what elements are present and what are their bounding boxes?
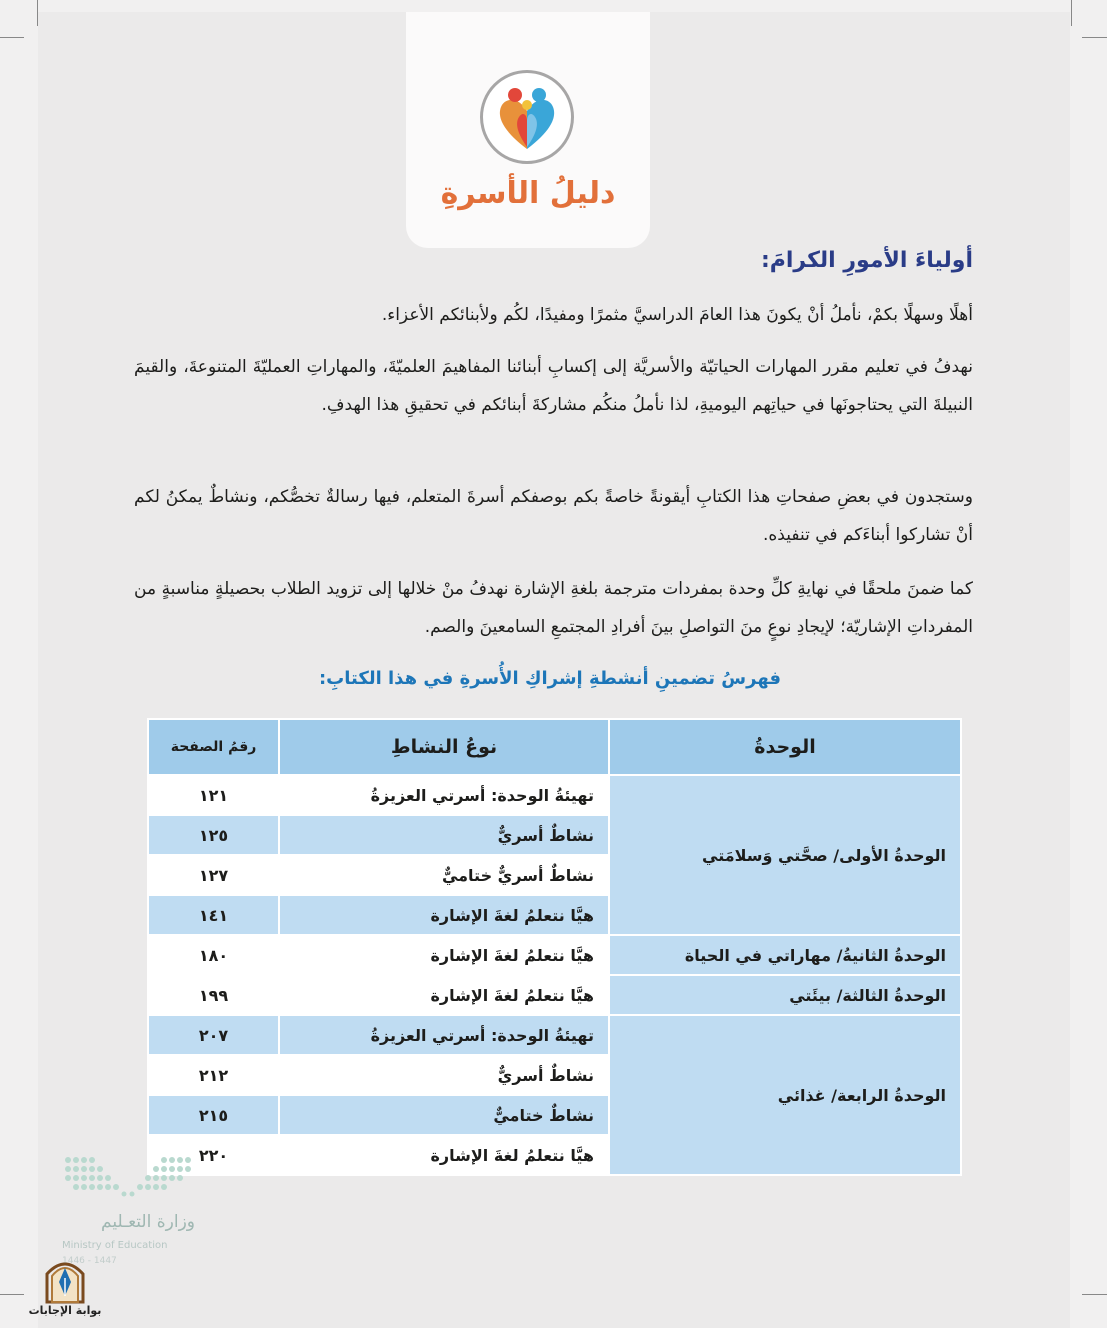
family-hearts-icon bbox=[480, 70, 574, 164]
activities-index-table bbox=[147, 718, 962, 1176]
activity-cell: هيَّا نتعلمُ لغةَ الإشارة bbox=[279, 935, 609, 975]
activity-cell: هيَّا نتعلمُ لغةَ الإشارة bbox=[279, 895, 609, 935]
table-row bbox=[148, 935, 961, 975]
table-row bbox=[148, 1015, 961, 1055]
activity-cell: نشاطٌ أسريٌّ bbox=[279, 1055, 609, 1095]
page-cell: ١٢١ bbox=[148, 775, 279, 815]
unit-cell: الوحدةُ الثانيةُ/ مهاراتي في الحياة bbox=[609, 935, 961, 975]
unit-cell: الوحدةُ الثالثة/ بيئَتي bbox=[609, 975, 961, 1015]
page-cell: ١٤١ bbox=[148, 895, 279, 935]
page-cell: ٢١٢ bbox=[148, 1055, 279, 1095]
page-cell: ٢٠٧ bbox=[148, 1015, 279, 1055]
column-header-unit: الوحدةُ bbox=[609, 719, 961, 775]
paragraph-welcome: أهلًا وسهلًا بكمْ، نأملُ أنْ يكونَ هذا العامَ الدراسيَّ مثمرًا ومفيدًا، لكُم ولأبنائكم الأعزاء. bbox=[381, 305, 973, 325]
page-cell: ١٢٧ bbox=[148, 855, 279, 895]
crop-mark bbox=[1082, 37, 1107, 38]
greeting-heading: أولياءَ الأمورِ الكرامَ: bbox=[760, 248, 973, 273]
crop-mark bbox=[1071, 0, 1072, 26]
paragraph-goal: نهدفُ في تعليم مقرر المهارات الحياتيّة والأسريَّة إلى إكسابِ أبنائنا المفاهيمَ العلميّةَ، والمهاراتِ العمليّةَ المتنوعةَ، والقيمَ النبيلةَ التي يحتاجونَها في حياتِهم اليوميةِ، لذا نأملُ منكُم مشاركةَ أبنائكم في تحقيقِ هذا الهدفِ. bbox=[134, 357, 973, 415]
activity-cell: تهيئةُ الوحدة: أسرتي العزيزةُ bbox=[279, 775, 609, 815]
edition-year: 1446 - 1447 bbox=[62, 1256, 117, 1266]
table-row bbox=[148, 775, 961, 815]
portal-label: بوابة الإجابات bbox=[28, 1304, 102, 1317]
page-cell: ١٩٩ bbox=[148, 975, 279, 1015]
activity-cell: نشاطٌ ختاميٌّ bbox=[279, 1095, 609, 1135]
ministry-name-arabic: وزارة التعـليم bbox=[101, 1212, 195, 1232]
crop-mark bbox=[0, 37, 24, 38]
pen-arch-logo-icon bbox=[28, 1256, 102, 1304]
unit-cell: الوحدةُ الأولى/ صحَّتي وَسلامَتي bbox=[609, 775, 961, 935]
column-header-page: رقمُ الصفحة bbox=[148, 719, 279, 775]
page-title: دليلُ الأسرةِ bbox=[440, 176, 616, 211]
activity-cell: نشاطٌ أسريٌّ ختاميٌّ bbox=[279, 855, 609, 895]
activity-cell: نشاطٌ أسريٌّ bbox=[279, 815, 609, 855]
activity-cell: هيَّا نتعلمُ لغةَ الإشارة bbox=[279, 1135, 609, 1175]
page-cell: ٢١٥ bbox=[148, 1095, 279, 1135]
page-cell: ٢٢٠ bbox=[148, 1135, 279, 1175]
table-row bbox=[148, 975, 961, 1015]
crop-mark bbox=[1082, 1294, 1107, 1295]
page-cell: ١٨٠ bbox=[148, 935, 279, 975]
page-cell: ١٢٥ bbox=[148, 815, 279, 855]
paragraph-icon-note: وستجدون في بعضِ صفحاتِ هذا الكتابِ أيقونةً خاصةً بكم بوصفكم أسرةَ المتعلم، فيها رسالةٌ تخصُّكم، ونشاطٌ يمكنُ لكم أنْ تشاركوا أبناءَكم في تنفيذه. bbox=[134, 487, 973, 545]
table-header-row bbox=[148, 719, 961, 775]
ministry-dots-logo-icon bbox=[62, 1152, 202, 1202]
column-header-activity: نوعُ النشاطِ bbox=[279, 719, 609, 775]
unit-cell: الوحدةُ الرابعة/ غذائي bbox=[609, 1015, 961, 1175]
ministry-name-english: Ministry of Education bbox=[62, 1240, 168, 1251]
ministry-watermark bbox=[60, 1152, 210, 1272]
activity-cell: تهيئةُ الوحدة: أسرتي العزيزةُ bbox=[279, 1015, 609, 1055]
activity-cell: هيَّا نتعلمُ لغةَ الإشارة bbox=[279, 975, 609, 1015]
index-title: فهرسُ تضمينِ أنشطةِ إشراكِ الأُسرةِ في هذا الكتابِ: bbox=[318, 668, 781, 689]
paragraph-sign-language: كما ضمنَ ملحقًا في نهايةِ كلِّ وحدة بمفردات مترجمة بلغةِ الإشارة نهدفُ منْ خلالها إلى تزويد الطلاب بحصيلةٍ مناسبةٍ من المفرداتِ الإشاريّة؛ لإيجادِ نوعٍ منَ التواصلِ بينَ أفرادِ المجتمعِ السامعينَ والصم. bbox=[134, 579, 973, 637]
crop-mark bbox=[0, 1294, 24, 1295]
answers-portal-logo bbox=[28, 1256, 102, 1322]
